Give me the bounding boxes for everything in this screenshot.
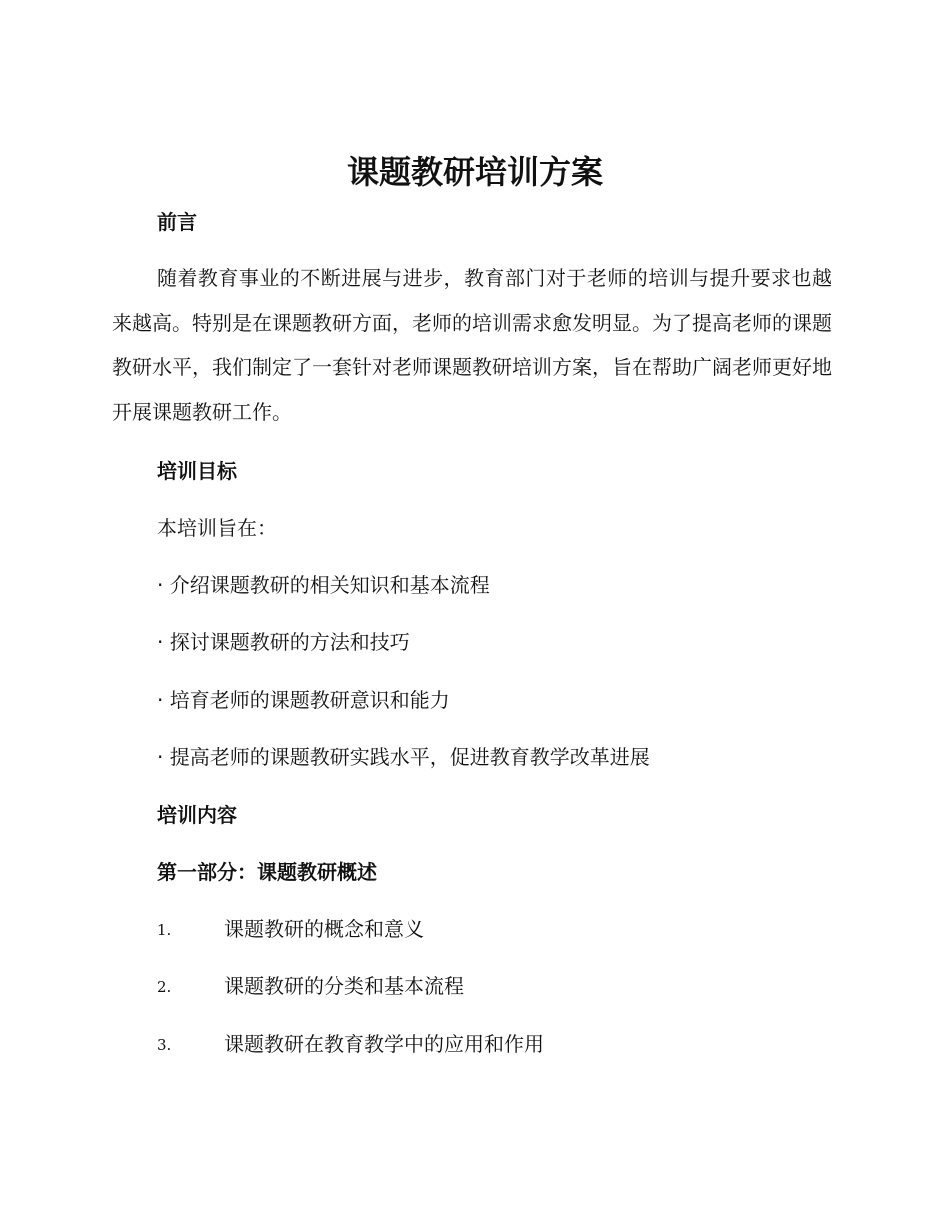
document-title: 课题教研培训方案: [346, 153, 603, 191]
subsection-heading-part1: 第一部分：课题教研概述: [157, 860, 377, 884]
section-heading-goals: 培训目标: [157, 459, 237, 483]
list-item: 课题教研的分类和基本流程: [224, 974, 464, 998]
list-item: 课题教研的概念和意义: [224, 917, 424, 941]
list-item: · 介绍课题教研的相关知识和基本流程: [157, 573, 490, 597]
list-number: 1.: [157, 921, 172, 939]
section-heading-content: 培训内容: [157, 803, 237, 827]
list-item: · 培育老师的课题教研意识和能力: [157, 688, 450, 712]
goals-intro: 本培训旨在：: [157, 516, 277, 540]
list-item: 课题教研在教育教学中的应用和作用: [224, 1032, 544, 1056]
list-number: 3.: [157, 1036, 172, 1054]
list-item: · 探讨课题教研的方法和技巧: [157, 630, 410, 654]
section-heading-preface: 前言: [157, 210, 197, 234]
list-item: · 提高老师的课题教研实践水平，促进教育教学改革进展: [157, 745, 650, 769]
list-number: 2.: [157, 978, 172, 996]
preface-paragraph: 随着教育事业的不断进展与进步，教育部门对于老师的培训与提升要求也越来越高。特别是在课题教研方面，老师的培训需求愈发明显。为了提高老师的课题教研水平，我们制定了一套针对老师课题教研培训方案，旨在帮助广阔老师更好地开展课题教研工作。: [112, 266, 832, 425]
